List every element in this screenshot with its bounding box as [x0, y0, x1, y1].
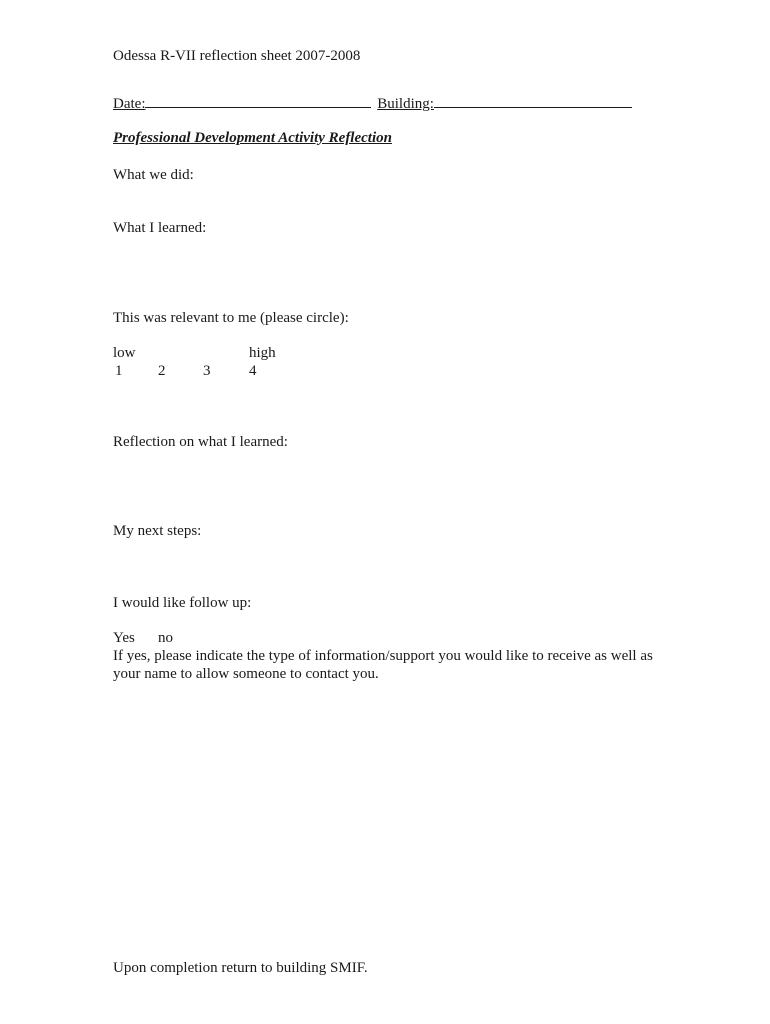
scale-low-label: low: [113, 345, 136, 361]
follow-up-instructions: If yes, please indicate the type of information/support you would like to receive as well as your name to allow someone to contact you.: [113, 648, 653, 682]
scale-option-2[interactable]: 2: [158, 363, 166, 379]
scale-options-row: [113, 362, 313, 380]
date-building-row: [113, 93, 632, 113]
what-i-learned-label: What I learned:: [113, 220, 207, 236]
reflection-label: Reflection on what I learned:: [113, 434, 288, 450]
what-we-did-label: What we did:: [113, 167, 194, 183]
follow-up-options-row: [113, 629, 313, 647]
footer-instruction: Upon completion return to building SMIF.: [113, 960, 368, 976]
scale-high-label: high: [249, 345, 276, 361]
section-heading: Professional Development Activity Reflection: [113, 130, 392, 146]
scale-labels-row: [113, 344, 313, 362]
follow-up-prompt: I would like follow up:: [113, 595, 252, 611]
date-label: Date:: [113, 96, 146, 112]
relevance-prompt: This was relevant to me (please circle):: [113, 310, 349, 326]
date-field[interactable]: [145, 93, 371, 108]
next-steps-label: My next steps:: [113, 523, 202, 539]
scale-option-4[interactable]: 4: [249, 363, 257, 379]
follow-up-no[interactable]: no: [158, 630, 173, 646]
scale-option-3[interactable]: 3: [203, 363, 211, 379]
document-title: Odessa R-VII reflection sheet 2007-2008: [113, 48, 361, 64]
building-label: Building:: [377, 96, 434, 112]
follow-up-yes[interactable]: Yes: [113, 630, 135, 646]
building-field[interactable]: [434, 93, 632, 108]
scale-option-1[interactable]: 1: [115, 363, 123, 379]
